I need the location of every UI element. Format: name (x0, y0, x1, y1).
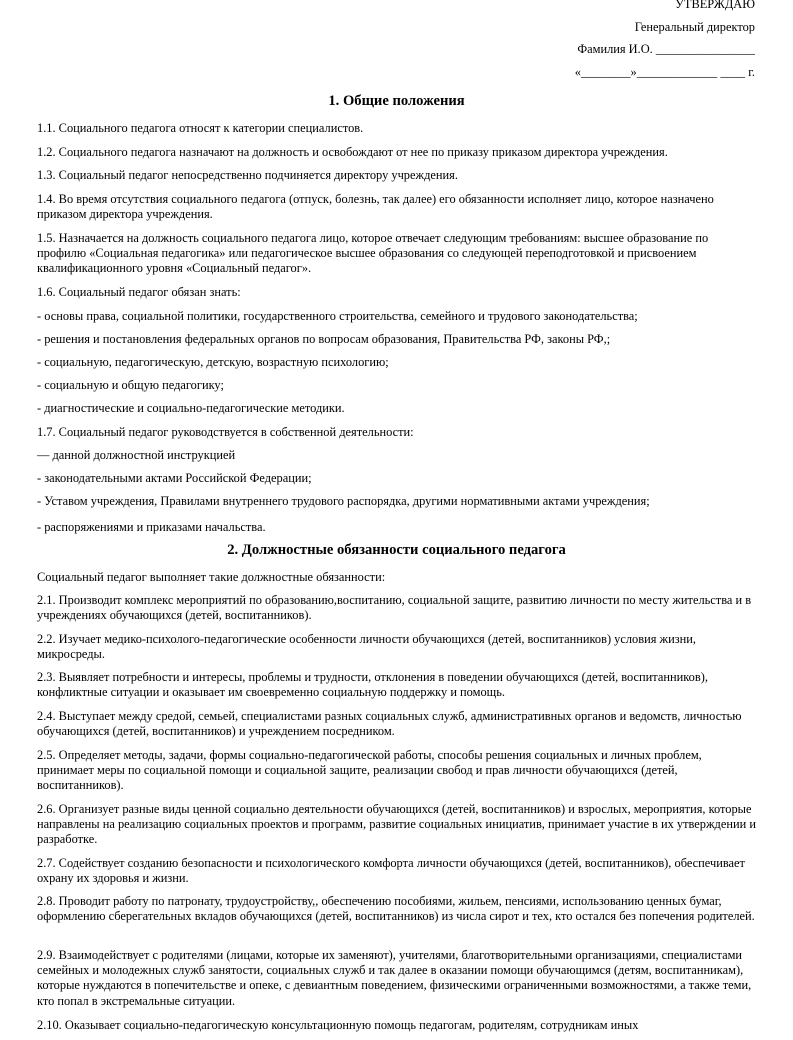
paragraph: 1.3. Социальный педагог непосредственно подчиняется директору учреждения. (37, 168, 458, 182)
list-item: - диагностические и социально-педагогические методики. (37, 401, 345, 415)
section2-heading: 2. Должностные обязанности социального педагога (227, 542, 566, 558)
approval-position: Генеральный директор (634, 19, 755, 34)
paragraph: 2.4. Выступает между средой, семьей, специалистами разных социальных служб, административных органов и ведомств, личностью обучающихся (детей, воспитанников) и учреждением посредником. (37, 709, 742, 739)
paragraph: 2.6. Организует разные виды ценной социально деятельности обучающихся (детей, воспитанников) и взрослых, мероприятия, которые направлены на реализацию социальных проектов и программ, развитие социальных инициатив, принимает участие в их утверждении и разработке. (37, 802, 756, 847)
paragraph: Социальный педагог выполняет такие должностные обязанности: (37, 570, 386, 584)
list-item: - распоряжениями и приказами начальства. (37, 520, 266, 534)
paragraph: 2.10. Оказывает социально-педагогическую консультационную помощь педагогам, родителям, сотрудникам иных (37, 1018, 639, 1032)
paragraph: 2.7. Содействует созданию безопасности и психологического комфорта личности обучающихся (детей, воспитанников), обеспечивает охрану их здоровья и жизни. (37, 856, 745, 886)
approval-title: УТВЕРЖДАЮ (675, 0, 755, 11)
list-item: - решения и постановления федеральных органов по вопросам образования, Правительства РФ, законы РФ,; (37, 332, 611, 346)
list-item: - основы права, социальной политики, государственного строительства, семейного и трудового законодательства; (37, 309, 638, 323)
paragraph: 1.4. Во время отсутствия социального педагога (отпуск, болезнь, так далее) его обязанности исполняет лицо, которое назначено приказом директора учреждения. (37, 192, 714, 222)
paragraph: 2.5. Определяет методы, задачи, формы социально-педагогической работы, способы решения социальных и личных проблем, принимает меры по социальной помощи и социальной защите, реализации свобод и прав личности обучающихся (детей, воспитанников). (37, 748, 702, 793)
paragraph: 2.8. Проводит работу по патронату, трудоустройству,, обеспечению пособиями, жильем, пенсиями, использованию ценных бумаг, оформлению сберегательных вкладов обучающихся (детей, воспитанников) из числа сирот и тех, кто остался без попечения родителей. (37, 894, 755, 924)
list-item: - социальную и общую педагогику; (37, 378, 224, 392)
paragraph: 1.2. Социального педагога назначают на должность и освобождают от нее по приказу приказом директора учреждения. (37, 145, 668, 159)
approval-block (575, 0, 755, 87)
list-item: — данной должностной инструкцией (37, 448, 236, 462)
approval-date-line: «________»_____________ ____ г. (574, 64, 755, 79)
paragraph: 1.6. Социальный педагог обязан знать: (37, 285, 241, 299)
list-item: - законодательными актами Российской Федерации; (37, 471, 312, 485)
list-item: - социальную, педагогическую, детскую, возрастную психологию; (37, 355, 389, 369)
paragraph: 1.5. Назначается на должность социального педагога лицо, которое отвечает следующим требованиям: высшее образование по профилю «Социальная педагогика» или педагогическое высшее образования со следующей переподготовкой и присвоением квалификационного уровня «Социальный педагог». (37, 231, 709, 276)
paragraph: 2.1. Производит комплекс мероприятий по образованию,воспитанию, социальной защите, развитию личности по месту жительства и в учреждениях обучающихся (детей, воспитанников). (37, 593, 752, 623)
paragraph: 2.2. Изучает медико-психолого-педагогические особенности личности обучающихся (детей, воспитанников) условия жизни, микросреды. (37, 632, 696, 662)
paragraph: 2.3. Выявляет потребности и интересы, проблемы и трудности, отклонения в поведении обучающихся (детей, воспитанников), конфликтные ситуации и оказывает им своевременно социальную поддержку и помощь. (37, 670, 708, 700)
paragraph: 2.9. Взаимодействует с родителями (лицами, которые их заменяют), учителями, благотворительными организациями, специалистами семейных и молодежных служб занятости, социальных служб и так далее в оказании помощи обучающимся (детям, воспитанникам), которые нуждаются в попечительстве и опеке, с девиантным поведением, физическими ограниченными возможностями, а также теми, кто попал в экстремальные ситуации. (37, 948, 752, 1008)
paragraph: 1.1. Социального педагога относят к категории специалистов. (37, 121, 364, 135)
paragraph: 1.7. Социальный педагог руководствуется в собственной деятельности: (37, 425, 414, 439)
section1-heading: 1. Общие положения (328, 93, 465, 109)
approval-signature-line: Фамилия И.О. ________________ (577, 42, 755, 56)
list-item: - Уставом учреждения, Правилами внутреннего трудового распорядка, другими нормативными актами учреждения; (37, 494, 650, 508)
